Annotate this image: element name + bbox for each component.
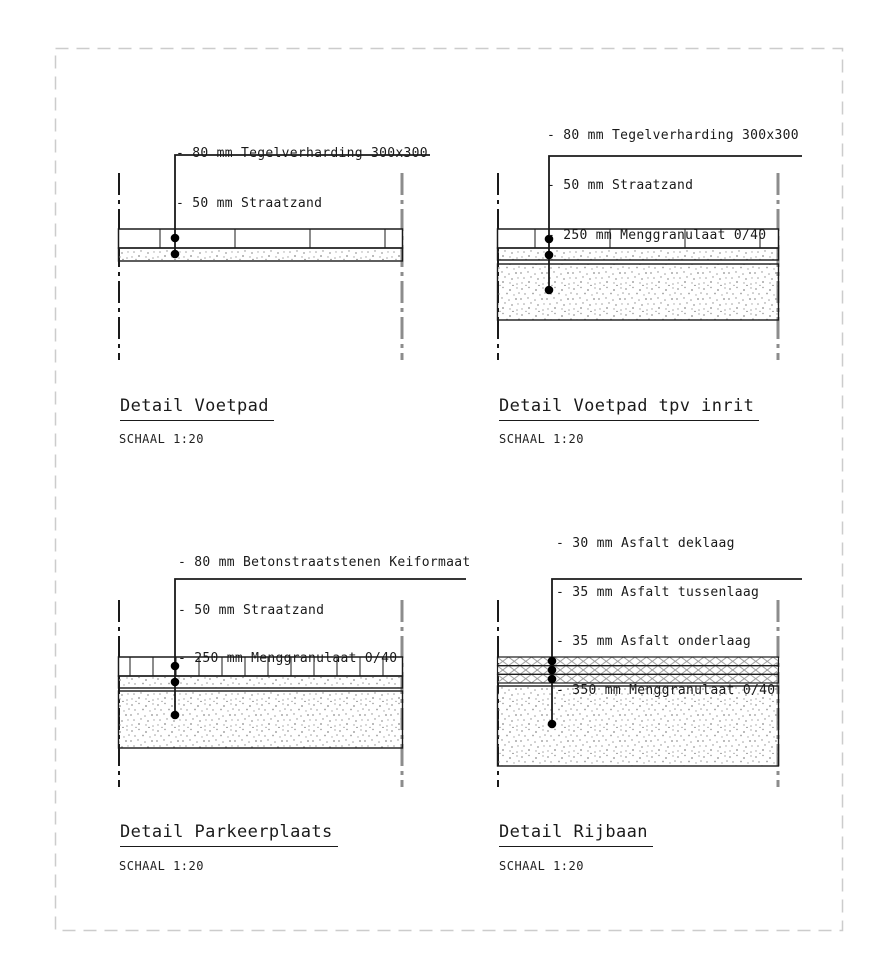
layer-notes-parkeerplaats bbox=[178, 524, 471, 698]
leader-dot bbox=[548, 675, 557, 684]
detail-title-parkeerplaats: Detail Parkeerplaats bbox=[120, 820, 338, 847]
layer-notes-rijbaan bbox=[556, 504, 775, 730]
note-line: - 80 mm Betonstraatstenen Keiformaat bbox=[178, 555, 471, 570]
leader-dot bbox=[545, 286, 554, 295]
note-line: - 50 mm Straatzand bbox=[547, 178, 694, 193]
note-line: - 50 mm Straatzand bbox=[178, 603, 325, 618]
leader-dot bbox=[548, 657, 557, 666]
note-line: - 50 mm Straatzand bbox=[176, 196, 323, 211]
leader-dot bbox=[171, 711, 180, 720]
layer-notes-voetpad-tpv-inrit bbox=[547, 96, 799, 276]
scale-label-parkeerplaats: SCHAAL 1:20 bbox=[119, 859, 204, 873]
note-line: - 350 mm Menggranulaat 0/40 bbox=[556, 683, 776, 698]
layer-sand bbox=[119, 248, 403, 261]
detail-title-voetpad: Detail Voetpad bbox=[120, 394, 274, 421]
note-line: - 35 mm Asfalt onderlaag bbox=[556, 634, 752, 649]
note-line: - 250 mm Menggranulaat 0/40 bbox=[178, 651, 398, 666]
scale-label-voetpad-tpv-inrit: SCHAAL 1:20 bbox=[499, 432, 584, 446]
note-line: - 35 mm Asfalt tussenlaag bbox=[556, 585, 760, 600]
scale-label-rijbaan: SCHAAL 1:20 bbox=[499, 859, 584, 873]
note-line: - 80 mm Tegelverharding 300x300 bbox=[547, 128, 799, 143]
note-line: - 250 mm Menggranulaat 0/40 bbox=[547, 228, 767, 243]
leader-dot bbox=[171, 250, 180, 259]
layer-notes-voetpad bbox=[176, 114, 428, 244]
leader-dot bbox=[548, 666, 557, 675]
scale-label-voetpad: SCHAAL 1:20 bbox=[119, 432, 204, 446]
note-line: - 30 mm Asfalt deklaag bbox=[556, 536, 735, 551]
detail-title-voetpad-tpv-inrit: Detail Voetpad tpv inrit bbox=[499, 394, 759, 421]
note-line: - 80 mm Tegelverharding 300x300 bbox=[176, 146, 428, 161]
leader-dot bbox=[548, 720, 557, 729]
detail-title-rijbaan: Detail Rijbaan bbox=[499, 820, 653, 847]
layer-granulate bbox=[119, 691, 403, 748]
